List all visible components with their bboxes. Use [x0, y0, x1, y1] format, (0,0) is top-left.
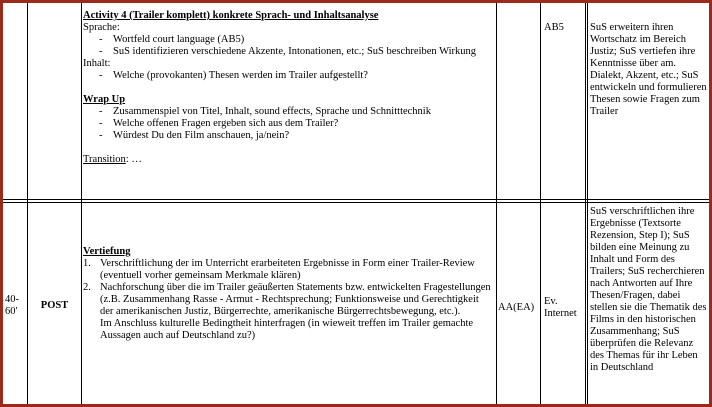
list-item: - Wortfeld court language (AB5): [99, 34, 245, 45]
list-item: 1. Verschriftlichung der im Unterricht erarbeiteten Ergebnisse in Form einer Trailer-Review (eventuell vorher gemeinsam Merkmale klären): [83, 258, 475, 281]
list-item: - SuS identifizieren verschiedene Akzente, Intonationen, etc.; SuS beschreiben Wirkung: [99, 46, 476, 57]
wrapup-label: Wrap Up: [83, 94, 126, 105]
row1-goals-cell: SuS erweitern ihren Wortschatz im Bereich Justiz; SuS vertiefen ihre Kenntnisse über am. Dialekt, Akzent, etc.; SuS entwickeln und formulieren Thesen sowie Fragen zum Trailer: [590, 22, 707, 117]
bullet-dash: -: [99, 70, 103, 81]
phase-cell: POST: [40, 300, 69, 311]
item-number: 2.: [83, 282, 91, 293]
time-cell: 40-60': [5, 294, 19, 317]
extra-text: Im Anschluss kulturelle Bedingtheit hinterfragen (in wieweit treffen im Trailer gemachte Aussagen auch auf Deutschland zu?): [100, 318, 474, 341]
row2-material-cell: Ev. Internet: [544, 296, 577, 319]
activity-title: Activity 4 (Trailer komplett) konkrete Sprach- und Inhaltsanalyse: [83, 10, 379, 21]
transition-text: : …: [125, 154, 142, 165]
row1-content-cell: [83, 10, 493, 166]
row1-material-cell: AB5: [544, 22, 564, 33]
list-item: 2. Nachforschung über die im Trailer geäußerten Statements bzw. entwickelten Fragestellungen (z.B. Zusammenhang Rasse - Armut - Rechtsprechung; Funktionsweise und Gerechtigkeit der amerikanischen Justiz, Bürgerrechte, amerikanische Bürgerrechtsbewegung, etc.).: [83, 282, 491, 317]
row2-goals-cell: SuS verschriftlichen ihre Ergebnisse (Textsorte Rezension, Step I); SuS bilden eine Meinung zu Inhalt und Form des Trailers; SuS recherchieren nach Antworten auf Ihre Thesen/Fragen, dabei stellen sie die Thematik des Films in den historischen Zusammenhang; SuS überprüfen die Relevanz des Themas für ihr Leben in Deutschland: [590, 206, 707, 373]
sprache-label: Sprache:: [83, 22, 120, 33]
inhalt-label: Inhalt:: [83, 58, 111, 69]
bullet-dash: -: [99, 106, 103, 117]
transition-label: Transition: [83, 154, 126, 165]
bullet-dash: -: [99, 130, 103, 141]
list-item: - Würdest Du den Film anschauen, ja/nein?: [99, 130, 290, 141]
bullet-dash: -: [99, 46, 103, 57]
social-form-cell: AA(EA): [498, 302, 535, 313]
list-item: - Welche offenen Fragen ergeben sich aus dem Trailer?: [99, 118, 339, 129]
transition-line: [83, 154, 493, 166]
bullet-dash: -: [99, 118, 103, 129]
list-item: - Welche (provokanten) Thesen werden im Trailer aufgestellt?: [99, 70, 368, 81]
lesson-plan-table: [3, 3, 709, 404]
vertiefung-label: Vertiefung: [83, 246, 131, 257]
item-number: 1.: [83, 258, 91, 269]
list-item: - Zusammenspiel von Titel, Inhalt, sound effects, Sprache und Schnitttechnik: [99, 106, 431, 117]
bullet-dash: -: [99, 34, 103, 45]
row2-content-cell: [83, 246, 493, 342]
